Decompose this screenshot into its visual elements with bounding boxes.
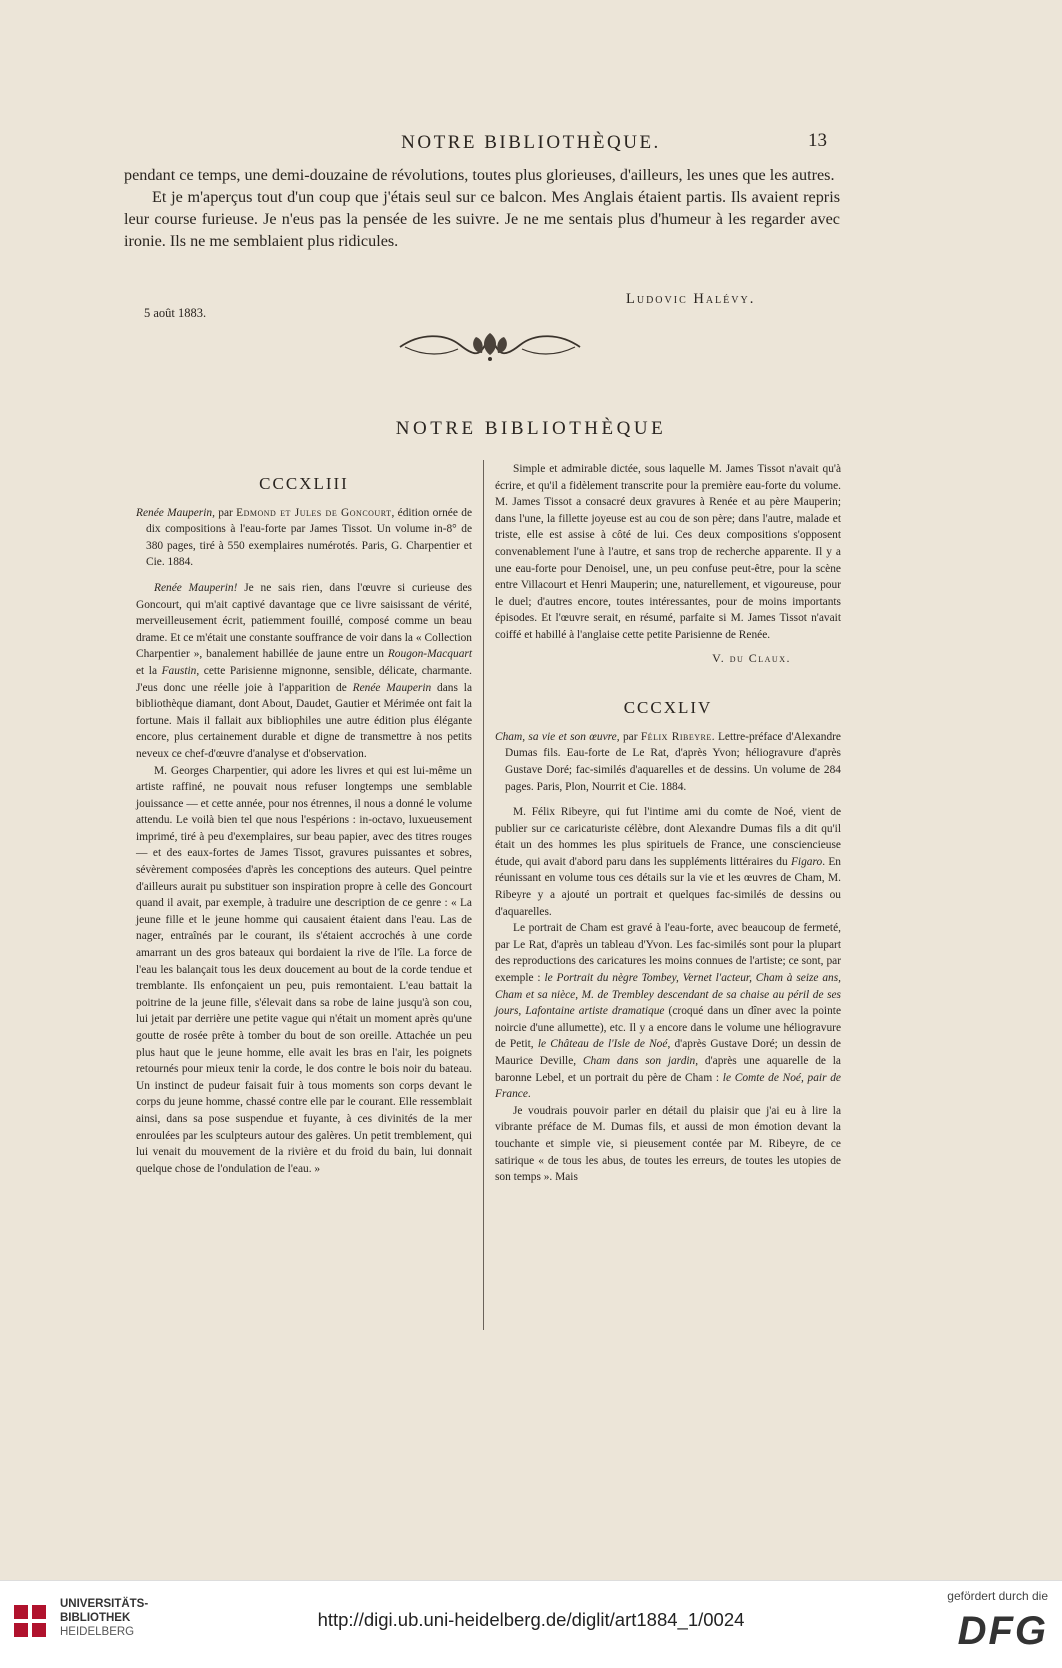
author-signature: Ludovic Halévy. — [626, 291, 756, 307]
page-number: 13 — [808, 130, 827, 151]
university-name-line: HEIDELBERG — [60, 1626, 135, 1638]
university-name-line: UNIVERSITÄTS- — [60, 1598, 149, 1610]
running-title: NOTRE BIBLIOTHÈQUE. — [401, 132, 661, 153]
italic-text: Faustin — [161, 664, 197, 677]
review-paragraph: M. Georges Charpentier, qui adore les livres et qui est lui-même un artiste raffiné, ne pouvait nous refuser longtemps une semblable jouissance — et cette année, pour nos étrennes, il nous a donné le volume attendu. Le voilà bien tel que nous l'espérions : in-octavo, luxueusement imprimé, tiré à peu d'exemplaires, sur beau papier, avec des titres rouges — et des eaux-fortes de James Tissot, gravures puissantes et sobres, sévèrement composées d'après les conceptions des auteurs. Quel peintre d'ailleurs aurait pu substituer son inspiration propre à celle des Goncourt quand il avait, par exemple, à traduire une description de ce genre : « La jeune fille et le jeune homme qui causaient étaient dans l'eau. Las de nager, entraînés par le courant, ils s'étaient accrochés à une corde amarrant un des gros bateaux qui bordaient la rive de l'île. La force de l'eau les balançait tous les deux doucement au bout de la corde tendue et tremblante. Ils enfonçaient un peu, puis remontaient. L'eau battait la poitrine de la jeune fille, s'élevait dans sa robe de laine jusqu'à son cou, lui jetait par derrière une petite vague qui n'était un moment après qu'une goutte de rosée prête à tomber du bout de son oreille. Attachée un peu plus haut que le jeune homme, elle avait les bras en l'air, les poignets retournés pour mieux tenir la corde, le dos contre le bois noir du bateau. Un instinct de pudeur faisait fuir à tous moments son corps devant le corps du jeune homme, chassé contre elle par le courant. Elle ressemblait ainsi, dans sa pose suspendue et fuyante, à ces divinités de la mer enroulées par les sculpteurs autour des galères. Un petit tremblement, qui lui venait du mouvement de la rivière et du froid du bain, lui donnait quelque chose de l'ondulation de l'eau. » — [136, 764, 472, 1175]
review-paragraph: Simple et admirable dictée, sous laquelle M. James Tissot n'avait qu'à écrire, et qu'il a fidèlement transcrite pour la première eau-forte du volume. M. James Tissot a consacré deux gravures à Renée et au père Mauperin; dans l'une, la fillette joyeuse est au cou de son père; dans l'autre, malade et triste, elle est assise à côté de lui. Ces deux compositions s'opposent convenablement l'une à l'autre, et sans trop de recherche apparente. Il y a une eau-forte pour Denoisel, une, un peu confuse peut-être, pour la scène entre Villacourt et Henri Mauperin; une, naturellement, et vigoureuse, pour le duel; d'autres encore, toutes intéressantes, pour de moins importants épisodes. Et l'œuvre serait, en résumé, parfaite si M. James Tissot n'avait coiffé et habillé à l'anglaise cette petite Parisienne de Renée. — [495, 463, 841, 641]
intro-paragraph-1: pendant ce temps, une demi-douzaine de révolutions, toutes plus glorieuses, d'ailleurs, les unes que les autres. — [124, 166, 835, 184]
text: , d'après Gustave Doré; un dessin de Maurice Deville, — [495, 1038, 841, 1067]
italic-text: le Comte de Noé, pair de France — [495, 1071, 841, 1101]
left-column — [136, 476, 472, 1177]
text: et la — [136, 664, 162, 677]
bibliographic-entry-1 — [136, 505, 472, 571]
university-name-line: BIBLIOTHEK — [60, 1612, 131, 1624]
reviewer-signature: V. du Claux. — [712, 650, 791, 665]
bib-text: . Lettre-préface d'Alexandre Dumas fils. Eau-forte de Le Rat, d'après Yvon; héliogravure d'après Gustave Doré; fac-similés d'aquarelles et de dessins. Un volume de 284 pages. Paris, Plon, Nourrit et Cie. 1884. — [505, 730, 841, 793]
funding-label: gefördert durch die — [947, 1589, 1048, 1603]
italic-text: le Château de l'Isle de Noé — [537, 1038, 668, 1051]
review-paragraph — [136, 580, 472, 763]
book-authors: Edmond et Jules de Goncourt — [236, 506, 392, 519]
text: . En réunissant en volume tous ces détails sur la vie et les œuvres de Cham, M. Ribeyre y a ajouté un portrait et quelques fac-similés de dessins ou d'aquarelles. — [495, 855, 841, 918]
italic-text: Renée Mauperin — [352, 681, 432, 694]
date-line: 5 août 1883. — [144, 306, 207, 320]
bib-text: par — [214, 506, 237, 519]
text: Je ne sais rien, dans l'œuvre si curieuse des Goncourt, qui m'ait captivé davantage que ce livre saisissant de vérité, merveilleusement écrit, patiemment fouillé, composé comme un beau drame. Et ce m'était une constante souffrance de voir dans la « Collection Charpentier », banalement habillée de jaune entre un — [136, 581, 472, 661]
text: . — [527, 1088, 531, 1101]
bib-text: , édition ornée de dix compositions à l'eau-forte par James Tissot. Un volume in-8° de 380 pages, tiré à 550 exemplaires numérotés. Paris, G. Charpentier et Cie. 1884. — [146, 506, 472, 569]
italic-text: Figaro — [790, 855, 823, 868]
text: , d'après une aquarelle de la baronne Lebel, et un portrait du père de Cham : — [495, 1055, 841, 1084]
floral-vignette-icon — [390, 325, 590, 365]
viewer-footer — [0, 1580, 1062, 1668]
book-title: Cham, sa vie et son œuvre, — [495, 730, 620, 743]
review-paragraph — [495, 804, 841, 920]
text: M. Félix Ribeyre, qui fut l'intime ami du comte de Noé, vient de publier sur ce caricaturiste célèbre, dont Alexandre Dumas fils a dit qu'il était un des hommes les plus spirituels de France, une consciencieuse étude, qui avait d'abord paru dans les suppléments littéraires du — [495, 806, 841, 868]
text: (croqué dans un dîner avec la pointe noircie d'une allumette), etc. Il y a encore dans le volume une héliogravure de Petit, — [495, 1005, 841, 1051]
section-title: NOTRE BIBLIOTHÈQUE — [395, 418, 667, 439]
spacer — [495, 666, 841, 700]
book-title: Renée Mauperin, — [136, 506, 215, 519]
intro-paragraph-2: Et je m'aperçus tout d'un coup que j'étais seul sur ce balcon. Mes Anglais étaient partis. Ils avaient repris leur course furieuse. Je n'eus pas la pensée de les suivre. Je ne me sentais plus d'humeur à les regarder avec ironie. Ils ne me semblaient plus ridicules. — [124, 188, 840, 250]
review-paragraph: Je voudrais pouvoir parler en détail du plaisir que j'ai eu à lire la vibrante préface de M. Dumas fils, et aussi de mon émotion devant la touchante et simple vie, si pieusement contée par M. Ribeyre, de ce satirique « de tous les abus, de toutes les erreurs, de toutes les utopies de son temps ». Mais — [495, 1104, 841, 1184]
dfg-logo[interactable]: DFG — [957, 1609, 1048, 1653]
review-number-cccxliv: CCCXLIV — [623, 698, 713, 718]
column-divider — [483, 460, 484, 1330]
italic-text: Rougon-Macquart — [387, 648, 472, 661]
text: dans la bibliothèque diamant, dont About, Daudet, Gautier et Mérimée ont fait la fortune. Mais il fallait aux bibliophiles une autre édition plus élégante encore, plus certainement durable et digne de transmettre à nos petits neveux ce chef-d'œuvre d'analyse et d'observation. — [136, 681, 472, 760]
bib-text: par — [619, 730, 641, 743]
permalink-url[interactable]: http://digi.ub.uni-heidelberg.de/diglit/art1884_1/0024 — [317, 1609, 745, 1630]
review-paragraph — [495, 920, 841, 1103]
bibliographic-entry-2 — [495, 729, 841, 795]
book-author: Félix Ribeyre — [640, 730, 712, 743]
text: , cette Parisienne mignonne, sensible, délicate, charmante. J'eus donc une réelle joie à l'apparition de — [136, 664, 472, 694]
italic-text: le Portrait du nègre Tombey, Vernet l'acteur, Cham à seize ans, Cham et sa nièce, M. de Trembley descendant de sa chaise au péril de ses jours, Lafontaine artiste dramatique — [495, 972, 841, 1018]
italic-text: Cham dans son jardin — [582, 1055, 696, 1067]
intro-text — [124, 164, 840, 252]
review-number-cccxliii: CCCXLIII — [259, 474, 349, 493]
italic-text: Renée Mauperin! — [154, 581, 238, 594]
right-column — [495, 461, 841, 1186]
text: Le portrait de Cham est gravé à l'eau-forte, avec beaucoup de fermeté, par Le Rat, d'après un tableau d'Yvon. Les fac-similés sont pour la plupart des reproductions des caricatures les moins connues de l'artiste; ce sont, par exemple : — [495, 922, 841, 985]
